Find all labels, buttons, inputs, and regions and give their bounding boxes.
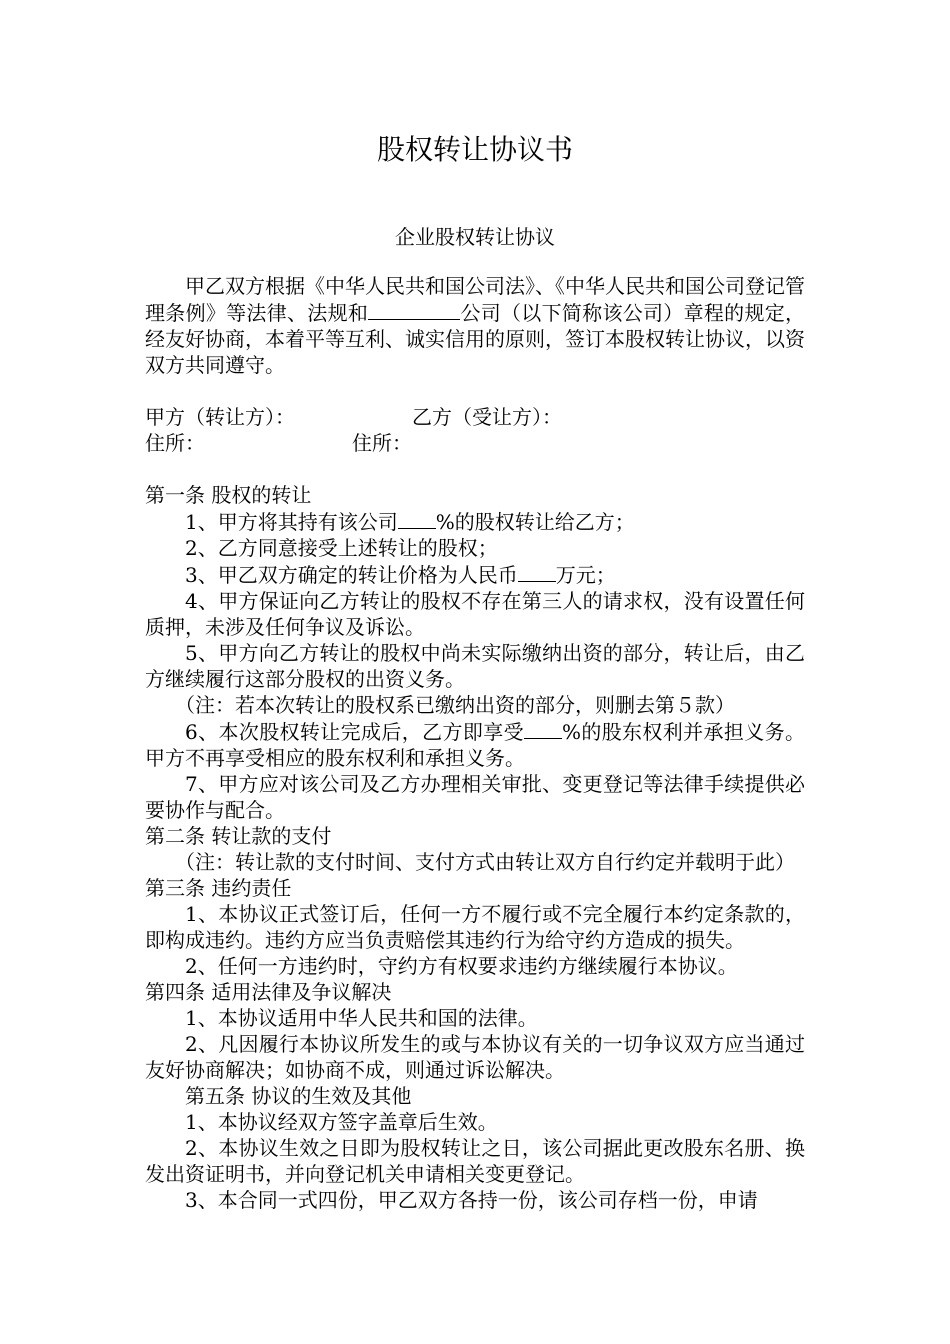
document-title: 股权转让协议书: [376, 133, 573, 166]
article-4-heading: 第四条 适用法律及争议解决: [145, 980, 392, 1004]
article-1-item-1: [145, 508, 805, 535]
preamble-text-start: 甲乙双方根据《中华人民共和国公司法》、《中华人民共和国公司登记管理条例》等法律、法规和: [145, 274, 805, 325]
article-1-item-6-start: 6、本次股权转让完成后，乙方即享受: [185, 720, 524, 744]
article-4-item-1: 1、本协议适用中华人民共和国的法律。: [185, 1006, 538, 1030]
article-2-note: （注：转让款的支付时间、支付方式由转让双方自行约定并载明于此）: [175, 850, 795, 874]
party-a-address-label: 住所：: [145, 431, 205, 455]
article-1-item-5: 5、甲方向乙方转让的股权中尚未实际缴纳出资的部分，转让后，由乙方继续履行这部分股权的出资义务。: [145, 641, 805, 691]
party-b-address-label: 住所：: [352, 431, 412, 455]
article-2-heading: 第二条 转让款的支付: [145, 824, 332, 848]
article-3-item-1: 1、本协议正式签订后，任何一方不履行或不完全履行本约定条款的，即构成违约。违约方应当负责赔偿其违约行为给守约方造成的损失。: [145, 902, 805, 952]
party-a-label: 甲方（转让方）：: [145, 405, 295, 429]
article-1-item-2: 2、乙方同意接受上述转让的股权；: [185, 536, 498, 560]
article-1-item-1-end: %的股权转让给乙方；: [435, 510, 635, 534]
price-blank: [518, 561, 556, 582]
article-1-item-3-start: 3、甲乙双方确定的转让价格为人民币: [185, 563, 518, 587]
article-1-item-6: [145, 718, 805, 771]
article-3-item-2: 2、任何一方违约时，守约方有权要求违约方继续履行本协议。: [185, 954, 738, 978]
rights-percentage-blank: [524, 718, 562, 739]
article-1-item-3: [145, 561, 805, 588]
article-1-item-1-start: 1、甲方将其持有该公司: [185, 510, 398, 534]
company-name-blank: [368, 299, 460, 320]
article-5-item-1: 1、本协议经双方签字盖章后生效。: [185, 1110, 498, 1134]
article-4-item-2: 2、凡因履行本协议所发生的或与本协议有关的一切争议双方应当通过友好协商解决；如协商不成，则通过诉讼解决。: [145, 1032, 805, 1082]
share-percentage-blank: [398, 508, 436, 529]
preamble-paragraph: [145, 273, 805, 378]
document-body: [145, 273, 805, 1213]
article-1-item-4: 4、甲方保证向乙方转让的股权不存在第三人的请求权，没有设置任何质押，未涉及任何争议及诉讼。: [145, 589, 805, 639]
article-1-item-3-end: 万元；: [555, 563, 616, 587]
article-5-item-2: 2、本协议生效之日即为股权转让之日，该公司据此更改股东名册、换发出资证明书，并向登记机关申请相关变更登记。: [145, 1136, 805, 1186]
article-5-heading: 第五条 协议的生效及其他: [185, 1084, 412, 1108]
address-row: [145, 430, 805, 456]
article-1-item-6-end: %的股东权利并承担义务。甲方不再享受相应的股东权利和承担义务。: [145, 720, 805, 770]
article-5-item-3: 3、本合同一式四份，甲乙双方各持一份，该公司存档一份，申请: [185, 1188, 758, 1212]
article-1-heading: 第一条 股权的转让: [145, 483, 312, 507]
parties-row: [145, 404, 805, 430]
article-1-item-7: 7、甲方应对该公司及乙方办理相关审批、变更登记等法律手续提供必要协作与配合。: [145, 772, 805, 822]
article-3-heading: 第三条 违约责任: [145, 876, 292, 900]
document-subtitle: 企业股权转让协议: [395, 225, 555, 249]
party-b-label: 乙方（受让方）：: [412, 405, 562, 429]
preamble-text-end: 公司（以下简称该公司）章程的规定，经友好协商，本着平等互利、诚实信用的原则，签订本股权转让协议，以资双方共同遵守。: [145, 301, 806, 377]
article-1-note: （注：若本次转让的股权系已缴纳出资的部分，则删去第５款）: [175, 693, 735, 717]
